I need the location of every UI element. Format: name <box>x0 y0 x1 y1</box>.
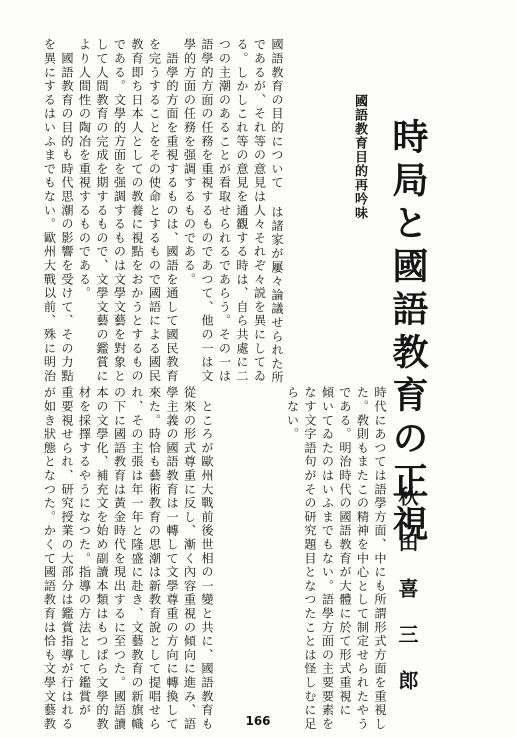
text-line: つの主潮のあることが看取せられるであらう。その一は <box>217 38 232 383</box>
text-line: れ、その主張は年一年と隆盛に赴き、文藝教育の新旗幟 <box>130 386 144 731</box>
text-line: 傾いてゐたのはいふまでもない。語學方面の主要要素を <box>320 386 335 731</box>
text-line: 來た。時恰も藝術教育の思潮は新教育說として提唱せら <box>147 386 162 731</box>
text-line: る。しかしこれ等の意見を通觀する時は、自ら共處に二 <box>235 38 249 383</box>
text-line: 國語教育の目的も時代思潮の影響を受けて、その力點 <box>60 38 74 383</box>
text-line: 教育即ち日本人としての教養に視點をおかうとするもの <box>130 38 144 383</box>
text-line: た。敎則もまたこの精神を中心として制定せられたやう <box>355 386 370 731</box>
text-line: を異にするはいふまでもない。歐州大戰以前、殊に明治 <box>42 38 57 383</box>
text-line: 國語教育の目的について は諸家が屢々論議せられた所 <box>270 38 284 385</box>
text-line: なす文字語句がその研究題目となつたことは怪しむに足 <box>303 386 317 731</box>
text-line: して人間教育の完成を期するもので、文學文藝の鑑賞に <box>95 38 109 383</box>
text-line: 重要視せられ、研究授業の大部分は鑑賞指導が行はれる <box>60 386 74 731</box>
lower-body-text <box>40 386 215 731</box>
text-line: 語學的方面を重視するものは、國語を通して國民教育 <box>165 38 179 383</box>
upper-right-text <box>283 386 388 731</box>
page-number: 166 <box>245 714 271 728</box>
text-line: を完うすることをその使命とするもので國語による國民 <box>147 38 162 383</box>
upper-body-text <box>40 38 285 385</box>
text-line: 本の文學化、補充文を始め副讀本類はもつぱら文學的教 <box>95 386 109 731</box>
text-line: 從來の形式尊重に反し、漸く內容重視の傾向に進み、語 <box>182 386 197 731</box>
text-line: 時代にあつては語學方面、中にも所謂形式方面を重視し <box>373 386 387 731</box>
text-line: である。明治時代の國語教育が大體に於て形式重視に <box>338 386 352 718</box>
author-name: 秋田喜三郎 <box>395 486 419 716</box>
text-line: 材を採擇するやうになつた。指導の方法として鑑賞が <box>77 386 92 718</box>
text-line: ところが歐州大戰前後世相の一變と共に、國語教育も <box>200 386 214 731</box>
text-line: の下に國語教育は黃金時代を現出するに至つた。國語讀 <box>112 386 127 731</box>
text-line: 學主義の國語教育は一轉して文學尊重の方向に轉換して <box>165 386 179 731</box>
text-line: であるが、それ等の意見は人々それぞ々説を異にしてゐ <box>252 38 267 383</box>
text-line: 語學的方面の任務を重視するものであつて、他の一は文 <box>200 38 214 383</box>
text-line: らない。 <box>285 386 300 442</box>
text-line: が如き狀態となつた。かくて國語教育は恰も文學文藝教 <box>42 386 57 731</box>
text-line: より人間性の陶冶を重視するものである。 <box>77 38 92 301</box>
text-line: 學的方面の任務を强調するものである。 <box>182 38 197 287</box>
article-title: 時局と國語教育の正視 <box>387 118 429 548</box>
text-line: である。文學的方面を强調するものは文學文藝を對象と <box>112 38 127 383</box>
section-heading: 國語教育目的再吟味 <box>352 94 367 220</box>
